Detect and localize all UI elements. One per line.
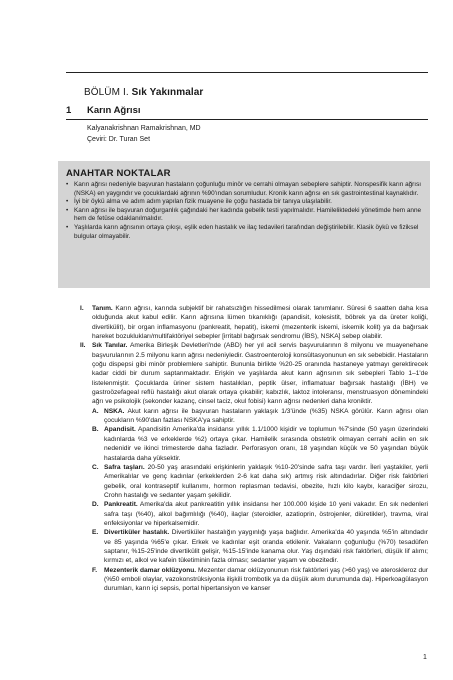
subsection-heading: Pankreatit. [104, 501, 138, 509]
subsection-mark: C. [92, 463, 99, 471]
subsection-mark: D. [92, 501, 99, 509]
chapter-heading [66, 103, 428, 120]
author-line: Kalyanakrishnan Ramakrishnan, MD [87, 125, 201, 132]
subsection-list [80, 407, 428, 594]
key-points-title: ANAHTAR NOKTALAR [66, 168, 171, 179]
subsection-heading: Apandisit. [104, 426, 136, 434]
section-prefix: BÖLÜM I. [84, 87, 129, 98]
chapter-title: Karın Ağrısı [87, 105, 141, 116]
subsection-mark: E. [92, 529, 99, 537]
subsection-text: 20-50 yaş arasındaki erişkinlerin yaklaşık %10-20'sinde safra taşı vardır. İleri yaştakiler, yerli Amerikalılar ve genç kadınlar (erkeklerden 2-6 kat daha sık) artmış risk altındadırlar. Diğer risk faktörleri gebelik, oral kontraseptif kullanımı, hormon replasman tedavisi, obezite, hızlı kilo kaybı, karaciğer sirozu, Crohn hastalığı ve sedanter yaşam şekilidir. [104, 463, 428, 499]
subsection-text: Mezenter damar oklüzyonunun risk faktörleri yaş (>60 yaş) ve ateroskleroz dur (%50 emboli olaylar, vazokonstrüksiyonla ilişkili trombotik ya da düşük akım durumunda da). Hiperkoagülasyon durumları, karın içi sepsis, portal hipertansiyon ve kanser [104, 566, 428, 593]
subsection-mark: B. [92, 426, 99, 434]
key-point-item: • Karın ağrısı nedeniyle başvuran hastaların çoğunluğu minör ve cerrahi olmayan sebeplere sahiptir. Nonspesifik karın ağrısı (NSKA) en yaygındır ve çocuklardaki ağrının %90'ından sorumludur. Kronik karın ağrısı en sık gastrointestinal kaynaklıdır. [62, 181, 422, 198]
subsection-mark: A. [92, 407, 99, 415]
key-points-box [58, 161, 430, 288]
subsection-nska [92, 407, 428, 426]
key-points-list [62, 181, 422, 241]
translator-line: Çeviri: Dr. Turan Set [87, 136, 151, 143]
section-heading-label: Tanım. [92, 305, 113, 312]
section-text: Amerika Birleşik Devletleri'nde (ABD) her yıl acil servis başvurularının 8 milyonu ve muayenehane başvurularının 2.5 milyonu karın ağrısı nedeniyledir. Gastroenteroloji konsültasyonunun en sık sebebidir. Hastaların çoğu dispepsi gibi minör problemlere sahiptir. Bununla birlikte %20-25 oranında hastaneye yatmayı gerektirecek kadar ciddi bir durum saptanmaktadır. Erişkin ve yaşlılarda akut karın ağrısının sık sebepleri Tablo 1–1'de listelenmiştir. Çocuklarda üriner sistem hastalıkları, peptik ülser, inflamatuar bağırsak hastalığı (İBH) ve gastroözefageal reflü hastalığı akut olarak ortaya çıkabilir; kabızlık, laktoz intoleransı, menstruasyon dönemindeki ağrı ve psikolojik (sekonder kazanç, cinsel taciz, okul fobisi) karın ağrısı nedenleri daha kroniktir. [92, 342, 429, 406]
key-point-item: • Yaşlılarda karın ağrısının ortaya çıkışı, eşlik eden hastalık ve ilaç tedavileri tarafından değiştirilebilir. Klasik öykü ve fiziksel bulgular olmayabilir. [62, 224, 422, 241]
section-common-diagnoses [80, 341, 428, 406]
subsection-pankreatit [92, 500, 428, 528]
section-heading-label: Sık Tanılar. [92, 342, 128, 350]
section-text: Karın ağrısı, karında subjektif bir rahatsızlığın hissedilmesi olarak tanımlanır. Süresi 6 saatten daha kısa olduğunda akut kabul edilir. Karın ağrısına lümen tıkanıklığı (apandisit, kolesistit, böbrek ya da üreter koliği, divertikülit), bir organ inflamasyonu (pankreatit, hepatit), iskemi (mezenterik iskemi, iskemik kolit) ya da bağırsak hareket bozuklukları/multifaktöriyel sebepler [irritabl bağırsak sendromu (İBS), NSKA] sebep olabilir. [92, 305, 428, 341]
subsection-mezenterik [92, 566, 428, 594]
subsection-safra-taslari [92, 463, 428, 500]
section-mark: I. [80, 305, 84, 312]
subsection-apandisit [92, 425, 428, 462]
subsection-heading: Divertiküler hastalık. [104, 529, 170, 537]
subsection-text: Divertiküler hastalığın yaygınlığı yaşa bağlıdır. Amerika'da 40 yaşında %5'in altındadır ve 85 yaşında %65'e çıkar. Erkek ve kadınlar eşit oranda etkilenir. Vakaların çoğunluğu (%70) tesadüfen saptanır, %15-25'inde divertikülit gelişir, %15-15'inde kanama olur. Yaş dışındaki risk faktörleri, düşük lif alımı; kırmızı et, alkol ve kafein tüketiminin fazla olması; sedanter yaşam ve obezitedir. [104, 529, 429, 565]
body-text [80, 304, 428, 594]
section-title: Sık Yakınmalar [131, 87, 204, 98]
subsection-heading: Safra taşları. [104, 463, 145, 471]
chapter-number: 1 [66, 105, 72, 116]
subsection-text: Amerika'da akut pankreatitin yıllık insidansı her 100.000 kişide 10 yeni vakadır. En sık nedenleri safra taşı (%40), alkol bağımlılığı (%40), ilaçlar (steroidler, azatioprin, östrojenler, diüretikler), travma, viral enfeksiyonlar ve hiperkalsemidir. [104, 501, 429, 527]
section-definition [80, 304, 428, 341]
subsection-heading: NSKA. [104, 407, 125, 415]
subsection-text: Apandisitin Amerika'da insidansı yıllık 1.1/1000 kişidir ve toplumun %7'sinde (50 yaşın üzerindeki kadınlarda %3 ve erkeklerde %2) ortaya çıkar. Hamilelik sırasında obstetrik olmayan cerrahi acilin en sık nedenidir ve ikinci trimesterde daha fazladır. Perforasyon oranı, 18 yaşından küçük ve 50 yaşından büyük hastalarda daha yüksektir. [104, 426, 429, 462]
subsection-heading: Mezenterik damar oklüzyonu. [104, 566, 197, 574]
page-number: 1 [423, 654, 427, 661]
key-point-item: • Karın ağrısı ile başvuran doğurganlık çağındaki her kadında gebelik testi yapılmalıdır. Hamileliktedeki yönetimde hem anne hem de fetüse odaklanılmalıdır. [62, 207, 422, 224]
subsection-mark: F. [92, 566, 98, 574]
key-point-item: • İyi bir öykü alma ve adım adım yapılan fizik muayene ile çoğu hastada bir tanıya ulaşılabilir. [62, 198, 422, 207]
subsection-text: Akut karın ağrısı ile başvuran hastaların yaklaşık 1/3'ünde (%35) NSKA görülür. Karın ağrısı olan çocukların %90'dan fazlası NSKA'ya sahiptir. [104, 407, 429, 425]
section-heading [84, 87, 203, 98]
section-mark: II. [80, 342, 86, 350]
top-rule [66, 72, 428, 73]
subsection-divertikuler [92, 528, 428, 565]
